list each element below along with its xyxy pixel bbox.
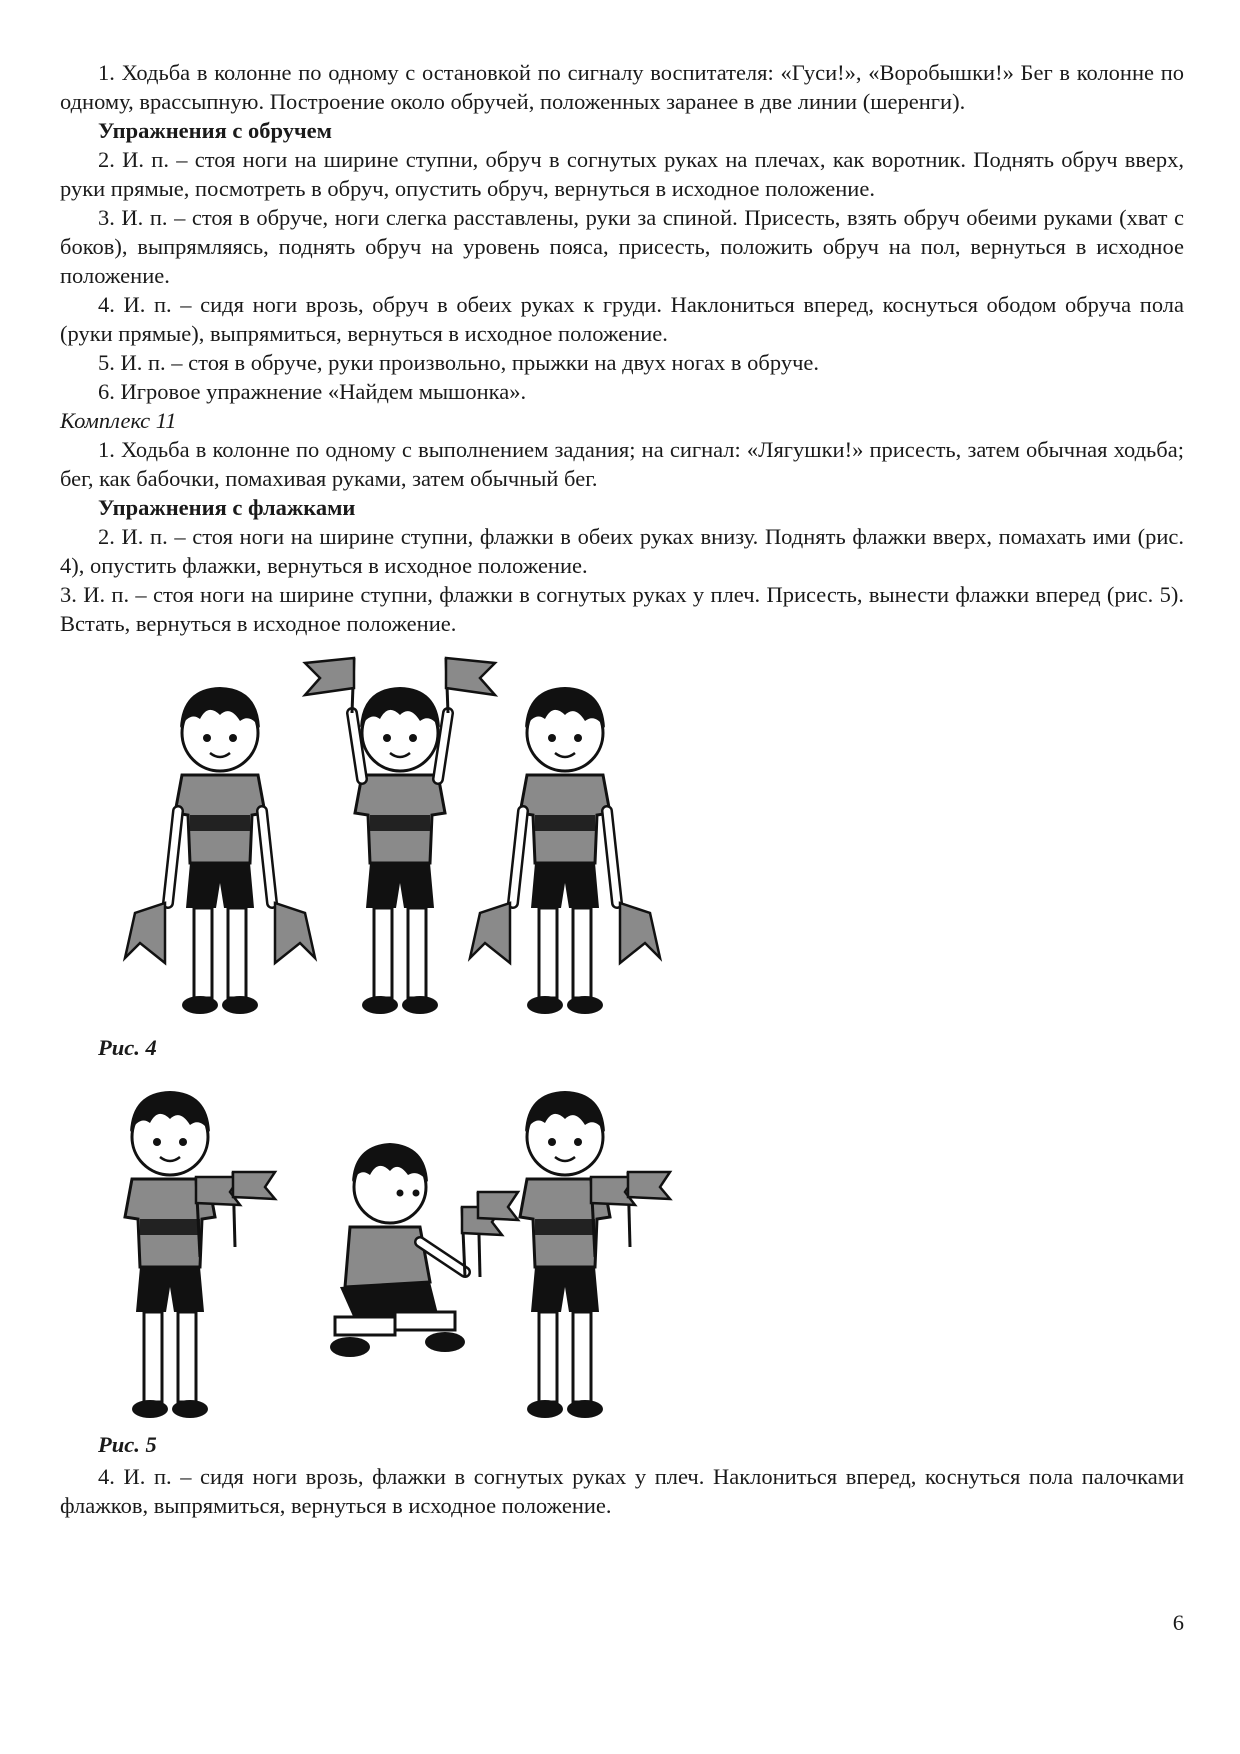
complex-title: Комплекс 11 <box>60 408 177 433</box>
document-page <box>60 58 1184 1520</box>
heading-hoop-exercises: Упражнения с обручем <box>98 118 332 143</box>
boy-flags-down-left <box>125 687 315 1014</box>
boy-squatting <box>330 1143 518 1357</box>
paragraph-hoop-4: 4. И. п. – сидя ноги врозь, обруч в обеих руках к груди. Наклониться вперед, коснуться ободом обруча пола (руки прямые), выпрямиться, вернуться в исходное положение. <box>60 292 1184 346</box>
paragraph-flag-3: 3. И. п. – стоя ноги на ширине ступни, флажки в согнутых руках у плеч. Присесть, вынести флажки вперед (рис. 5). Встать, вернуться в исходное положение. <box>60 582 1184 636</box>
figure-5 <box>60 1062 1184 1457</box>
figure-4-illustration <box>60 638 760 1033</box>
boy-flags-shoulders-left <box>125 1091 275 1418</box>
paragraph-game-6: 6. Игровое упражнение «Найдем мышонка». <box>98 379 527 404</box>
figure-5-illustration <box>60 1062 680 1432</box>
paragraph-hoop-3: 3. И. п. – стоя в обруче, ноги слегка расставлены, руки за спиной. Присесть, взять обруч обеими руками (хват с боков), выпрямляясь, поднять обруч на уровень пояса, присесть, положить обруч на пол, вернуться в исходное положение. <box>60 205 1184 288</box>
boy-flags-up <box>305 658 495 1014</box>
paragraph-hoop-2: 2. И. п. – стоя ноги на ширине ступни, обруч в согнутых руках на плечах, как воротник. Поднять обруч вверх, руки прямые, посмотреть в обруч, опустить обруч, вернуться в исходное положение. <box>60 147 1184 201</box>
figure-4-caption: Рис. 4 <box>98 1035 157 1060</box>
figure-4 <box>60 638 1184 1060</box>
paragraph-walk-complex-1: 1. Ходьба в колонне по одному с выполнением задания; на сигнал: «Лягушки!» присесть, затем обычная ходьба; бег, как бабочки, помахивая руками, затем обычный бег. <box>60 437 1184 491</box>
figure-5-caption: Рис. 5 <box>98 1432 157 1457</box>
boy-flags-shoulders-right <box>520 1091 670 1418</box>
boy-flags-down-right <box>470 687 660 1014</box>
heading-flag-exercises: Упражнения с флажками <box>98 495 356 520</box>
paragraph-flag-4: 4. И. п. – сидя ноги врозь, флажки в согнутых руках у плеч. Наклониться вперед, коснуться пола палочками флажков, выпрямиться, вернуться в исходное положение. <box>60 1464 1184 1518</box>
paragraph-flag-2: 2. И. п. – стоя ноги на ширине ступни, флажки в обеих руках внизу. Поднять флажки вверх, помахать ими (рис. 4), опустить флажки, вернуться в исходное положение. <box>60 524 1184 578</box>
paragraph-hoop-5: 5. И. п. – стоя в обруче, руки произвольно, прыжки на двух ногах в обруче. <box>98 350 819 375</box>
paragraph-walk-1: 1. Ходьба в колонне по одному с остановкой по сигналу воспитателя: «Гуси!», «Воробышки!» Бег в колонне по одному, врассыпную. Построение около обручей, положенных заранее в две линии (шеренги). <box>60 60 1184 114</box>
page-number: 6 <box>1172 1610 1184 1635</box>
